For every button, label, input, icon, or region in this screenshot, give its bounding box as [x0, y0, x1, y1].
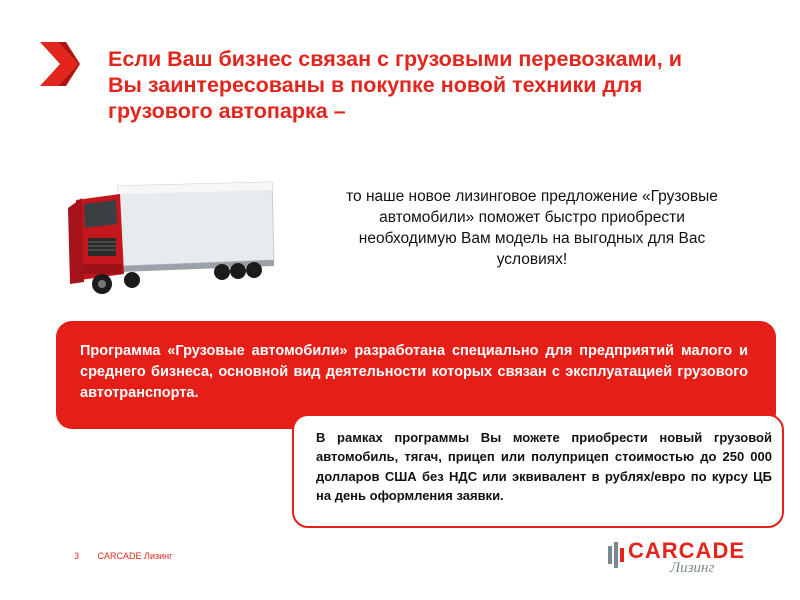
carcade-logo: [608, 536, 768, 582]
footer: [74, 551, 172, 561]
logo-mark-icon: [608, 542, 628, 568]
program-text: Программа «Грузовые автомобили» разработана специально для предприятий малого и среднего бизнеса, основной вид деятельности которых связан с эксплуатацией грузового автотранспорта.: [80, 343, 748, 401]
offer-text: то наше новое лизинговое предложение «Грузовые автомобили» поможет быстро приобрести необходимую Вам модель на выгодных для Вас условиях!: [346, 188, 718, 268]
logo-brand: CARCADE: [628, 538, 745, 563]
details-callout: [292, 414, 784, 528]
truck-image: [62, 180, 278, 298]
logo-sub: Лизинг: [670, 560, 715, 576]
program-callout: [56, 321, 776, 429]
chevron-right-icon: [40, 42, 80, 86]
page-number: 3: [74, 551, 80, 561]
footer-company: CARCADE Лизинг: [97, 551, 173, 561]
details-text: В рамках программы Вы можете приобрести новый грузовой автомобиль, тягач, прицеп или полуприцеп стоимостью до 250 000 долларов США без НДС или эквивалент в рублях/евро по курсу ЦБ на день оформления заявки.: [316, 430, 772, 503]
slide-title: Если Ваш бизнес связан с грузовыми перевозками, и Вы заинтересованы в покупке новой техники для грузового автопарка –: [108, 47, 682, 123]
